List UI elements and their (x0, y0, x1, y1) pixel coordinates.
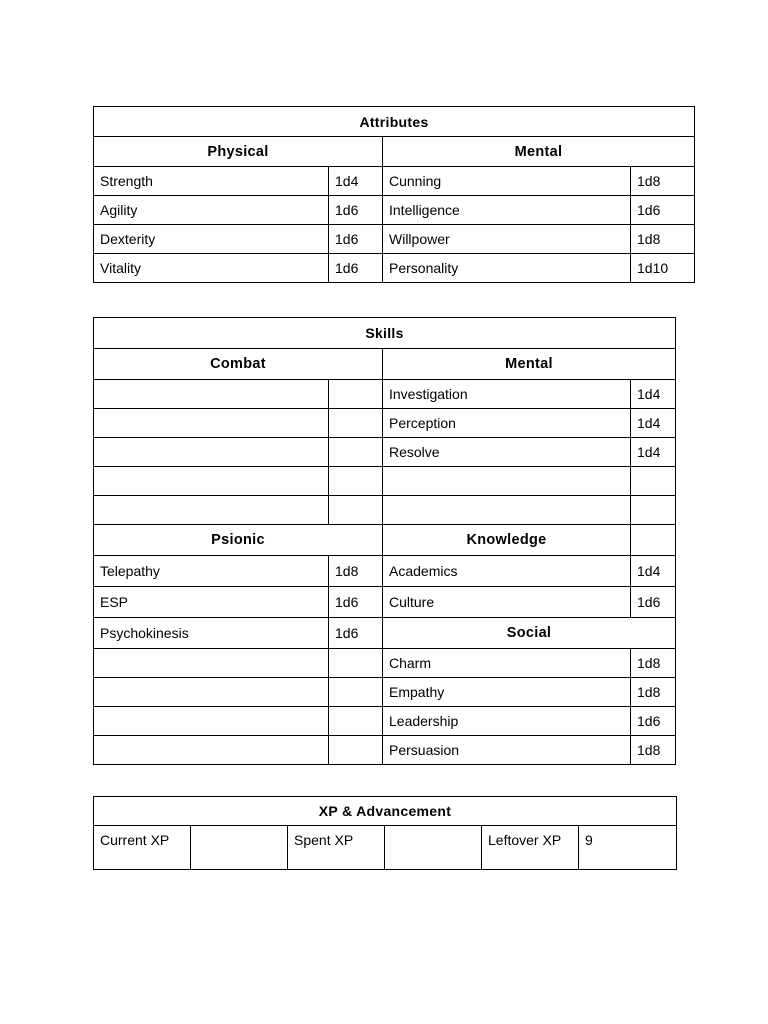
attribute-die[interactable]: 1d8 (631, 167, 695, 196)
knowledge-skill-die[interactable]: 1d4 (631, 556, 676, 587)
psionic-skill-die[interactable]: 1d8 (329, 556, 383, 587)
mental-skill-name: Perception (383, 409, 631, 438)
attribute-row (94, 167, 695, 196)
mental-skill-name[interactable] (383, 496, 631, 525)
attribute-die[interactable]: 1d8 (631, 225, 695, 254)
attribute-name: Cunning (383, 167, 631, 196)
attribute-die[interactable]: 1d6 (631, 196, 695, 225)
attribute-die[interactable]: 1d6 (329, 225, 383, 254)
skill-row (94, 587, 676, 618)
social-skill-name: Leadership (383, 707, 631, 736)
mental-skill-die[interactable] (631, 467, 676, 496)
mental-skill-die[interactable]: 1d4 (631, 380, 676, 409)
psionic-skill-name[interactable] (94, 678, 329, 707)
mental-skill-name: Resolve (383, 438, 631, 467)
psionic-header: Psionic (94, 525, 383, 556)
skill-row (94, 467, 676, 496)
knowledge-skill-name: Academics (383, 556, 631, 587)
leftover-xp-value[interactable]: 9 (579, 826, 677, 870)
attribute-row (94, 225, 695, 254)
combat-skill-name[interactable] (94, 409, 329, 438)
xp-title: XP & Advancement (94, 797, 677, 826)
mental-skill-name: Investigation (383, 380, 631, 409)
skills-title: Skills (94, 318, 676, 349)
combat-skill-die[interactable] (329, 496, 383, 525)
attributes-title: Attributes (94, 107, 695, 137)
psionic-skill-name: Psychokinesis (94, 618, 329, 649)
knowledge-header: Knowledge (383, 525, 631, 556)
psionic-skill-name[interactable] (94, 736, 329, 765)
psionic-skill-die[interactable]: 1d6 (329, 618, 383, 649)
attribute-row (94, 196, 695, 225)
psionic-skill-name: ESP (94, 587, 329, 618)
attribute-die[interactable]: 1d10 (631, 254, 695, 283)
attribute-die[interactable]: 1d4 (329, 167, 383, 196)
social-skill-die[interactable]: 1d8 (631, 736, 676, 765)
combat-header: Combat (94, 349, 383, 380)
skill-row (94, 707, 676, 736)
psionic-skill-name[interactable] (94, 707, 329, 736)
mental-header: Mental (383, 137, 695, 167)
combat-skill-die[interactable] (329, 409, 383, 438)
attribute-name: Strength (94, 167, 329, 196)
combat-skill-name[interactable] (94, 380, 329, 409)
attribute-name: Agility (94, 196, 329, 225)
attribute-row (94, 254, 695, 283)
mental-skill-die[interactable]: 1d4 (631, 438, 676, 467)
mental-skills-header: Mental (383, 349, 676, 380)
social-skill-die[interactable]: 1d8 (631, 678, 676, 707)
mental-skill-die[interactable] (631, 496, 676, 525)
psionic-skill-die[interactable] (329, 649, 383, 678)
combat-skill-die[interactable] (329, 438, 383, 467)
psionic-skill-name: Telepathy (94, 556, 329, 587)
skill-row (94, 438, 676, 467)
combat-skill-name[interactable] (94, 467, 329, 496)
mental-skill-die[interactable]: 1d4 (631, 409, 676, 438)
knowledge-header-die (631, 525, 676, 556)
skill-row (94, 678, 676, 707)
skill-row (94, 380, 676, 409)
psionic-skill-die[interactable]: 1d6 (329, 587, 383, 618)
social-header: Social (383, 618, 676, 649)
psionic-skill-name[interactable] (94, 649, 329, 678)
skills-table (93, 317, 676, 765)
attribute-name: Personality (383, 254, 631, 283)
current-xp-value[interactable] (191, 826, 288, 870)
skill-row (94, 496, 676, 525)
skill-row (94, 409, 676, 438)
social-skill-die[interactable]: 1d6 (631, 707, 676, 736)
knowledge-skill-die[interactable]: 1d6 (631, 587, 676, 618)
psionic-skill-die[interactable] (329, 678, 383, 707)
skill-row (94, 736, 676, 765)
attribute-name: Willpower (383, 225, 631, 254)
social-skill-name: Empathy (383, 678, 631, 707)
attribute-name: Intelligence (383, 196, 631, 225)
combat-skill-die[interactable] (329, 467, 383, 496)
attributes-table (93, 106, 695, 283)
spent-xp-value[interactable] (385, 826, 482, 870)
attribute-die[interactable]: 1d6 (329, 254, 383, 283)
social-skill-name: Persuasion (383, 736, 631, 765)
psionic-skill-die[interactable] (329, 736, 383, 765)
social-skill-name: Charm (383, 649, 631, 678)
combat-skill-die[interactable] (329, 380, 383, 409)
combat-skill-name[interactable] (94, 438, 329, 467)
mental-skill-name[interactable] (383, 467, 631, 496)
spent-xp-label: Spent XP (288, 826, 385, 870)
attribute-name: Dexterity (94, 225, 329, 254)
attribute-name: Vitality (94, 254, 329, 283)
knowledge-skill-name: Culture (383, 587, 631, 618)
current-xp-label: Current XP (94, 826, 191, 870)
skill-row (94, 556, 676, 587)
physical-header: Physical (94, 137, 383, 167)
social-skill-die[interactable]: 1d8 (631, 649, 676, 678)
combat-skill-name[interactable] (94, 496, 329, 525)
psionic-skill-die[interactable] (329, 707, 383, 736)
skill-row (94, 649, 676, 678)
skill-row (94, 618, 676, 649)
leftover-xp-label: Leftover XP (482, 826, 579, 870)
xp-table (93, 796, 677, 870)
attribute-die[interactable]: 1d6 (329, 196, 383, 225)
